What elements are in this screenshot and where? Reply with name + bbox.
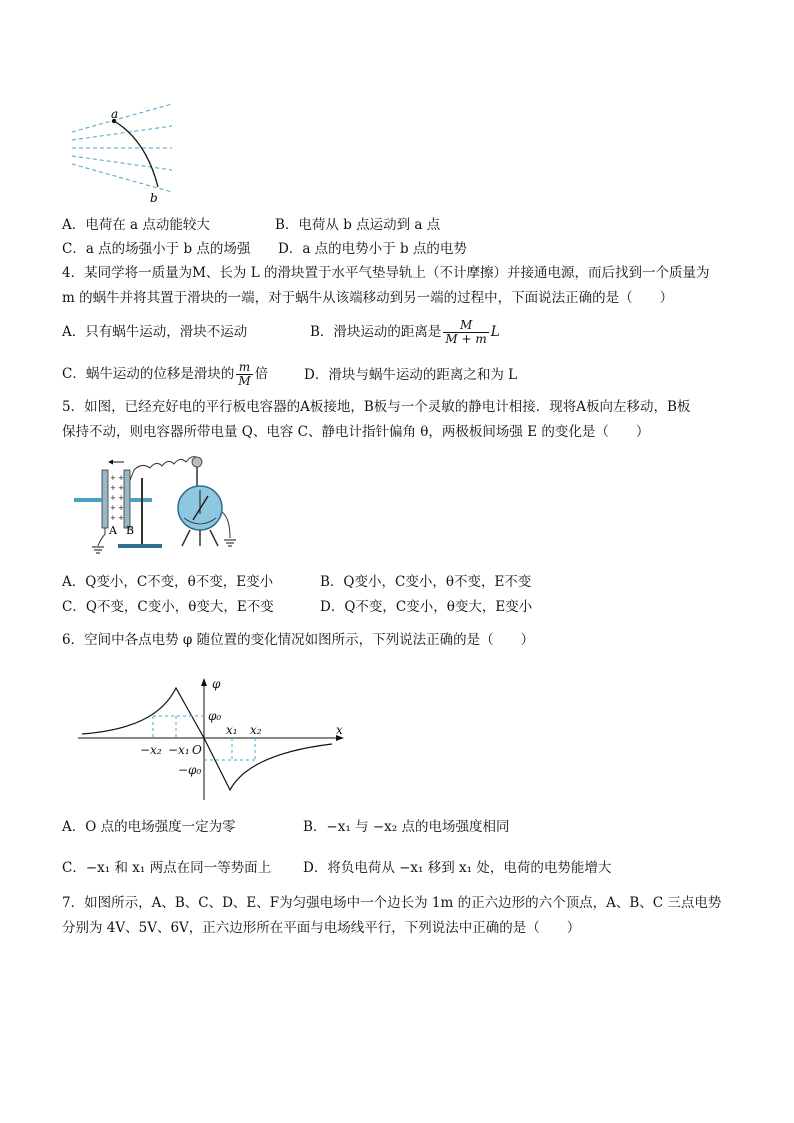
q5-option-a: A．Q变小，C不变，θ不变，E变小	[62, 574, 274, 590]
q4-option-c	[62, 356, 268, 392]
field-line-trajectory-figure	[66, 100, 186, 210]
electroscope-knob	[192, 457, 202, 467]
arrow-head	[108, 460, 113, 465]
label-x1: x₁	[226, 723, 238, 737]
label-x: x	[336, 723, 343, 737]
q4-option-c-text: C．蜗牛运动的位移是滑块的	[62, 366, 235, 382]
q6-option-c: C．−x₁ 和 x₁ 两点在同一等势面上	[62, 860, 272, 876]
q5-option-b: B．Q变小，C变小，θ不变，E不变	[320, 574, 532, 590]
q6-option-a: A．O 点的电场强度一定为零	[62, 819, 236, 835]
q6-stem: 6．空间中各点电势 φ 随位置的变化情况如图所示，下列说法正确的是（ ）	[62, 632, 535, 648]
label-x2: x₂	[250, 723, 262, 737]
potential-graph-figure	[72, 672, 352, 806]
label-phi0: φ₀	[208, 709, 222, 723]
capacitor-electroscope-figure	[72, 448, 242, 560]
q4-option-b-tail: L	[490, 324, 500, 340]
q4-option-c-fraction	[236, 361, 252, 388]
ground-wire	[98, 528, 105, 546]
label-origin: O	[192, 743, 202, 757]
label-b: b	[150, 191, 158, 205]
plus-charge: + +	[110, 504, 124, 512]
label-neg-x2: −x₂	[140, 743, 162, 757]
label-phi: φ	[212, 677, 221, 691]
label-a: a	[111, 107, 119, 121]
fraction-denominator: M + m	[445, 332, 487, 346]
q3-option-d: D．a 点的电势小于 b 点的电势	[278, 241, 467, 257]
q4-option-d: D．滑块与蜗牛运动的距离之和为 L	[304, 367, 518, 383]
connecting-wire	[127, 457, 198, 488]
q7-stem-line1: 7．如图所示，A、B、C、D、E、F为匀强电场中一个边长为 1m 的正六边形的六个顶点，A、B、C 三点电势	[62, 895, 722, 911]
q4-option-b-text: B．滑块运动的距离是	[310, 324, 442, 340]
plate-a	[102, 470, 108, 528]
plus-charge: + +	[110, 474, 124, 482]
q6-option-d: D．将负电荷从 −x₁ 移到 x₁ 处，电荷的电势能增大	[303, 860, 612, 876]
plate-b	[124, 470, 130, 528]
q4-option-b-fraction	[443, 319, 488, 346]
fraction-denominator: M	[238, 374, 251, 388]
stand-base	[118, 544, 162, 548]
plus-charge: + +	[110, 514, 124, 522]
q5-stem-line2: 保持不动，则电容器所带电量 Q、电容 C、静电计指针偏角 θ，两极板间场强 E 的变化是（ ）	[62, 424, 650, 440]
q4-option-c-tail: 倍	[254, 366, 269, 382]
q3-option-a: A．电荷在 a 点动能较大	[62, 217, 210, 233]
phi-axis-arrow	[201, 678, 207, 686]
plus-charge: + +	[110, 494, 124, 502]
electroscope-ground-wire	[222, 512, 230, 538]
q4-stem-line2: m 的蜗牛并将其置于滑块的一端，对于蜗牛从该端移动到另一端的过程中，下面说法正确的是（ ）	[62, 290, 674, 306]
q5-option-c: C．Q不变，C变小，θ变大，E不变	[62, 599, 274, 615]
electroscope-legs	[182, 530, 218, 546]
q4-stem-line1: 4．某同学将一质量为M、长为 L 的滑块置于水平气垫导轨上（不计摩擦）并接通电源，而后找到一个质量为	[62, 265, 710, 281]
q7-stem-line2: 分别为 4V、5V、6V，正六边形所在平面与电场线平行，下列说法中正确的是（ ）	[62, 920, 581, 936]
potential-curve	[82, 688, 332, 790]
q3-option-b: B．电荷从 b 点运动到 a 点	[275, 217, 441, 233]
q5-option-d: D．Q不变，C变小，θ变大，E变小	[320, 599, 533, 615]
q4-option-a: A．只有蜗牛运动，滑块不运动	[62, 324, 248, 340]
q3-option-c: C．a 点的场强小于 b 点的场强	[62, 241, 251, 257]
label-plate-b: B	[126, 524, 135, 537]
label-neg-x1: −x₁	[168, 743, 190, 757]
plus-charge: + +	[110, 484, 124, 492]
label-plate-a: A	[109, 524, 117, 537]
fraction-numerator: m	[236, 361, 252, 375]
fraction-numerator: M	[443, 319, 488, 333]
q4-option-b	[310, 314, 500, 350]
q5-stem-line1: 5．如图，已经充好电的平行板电容器的A板接地，B板与一个灵敏的静电计相接．现将A板向左移动，B板	[62, 399, 691, 415]
q6-option-b: B．−x₁ 与 −x₂ 点的电场强度相同	[303, 819, 510, 835]
label-neg-phi0: −φ₀	[178, 763, 202, 777]
